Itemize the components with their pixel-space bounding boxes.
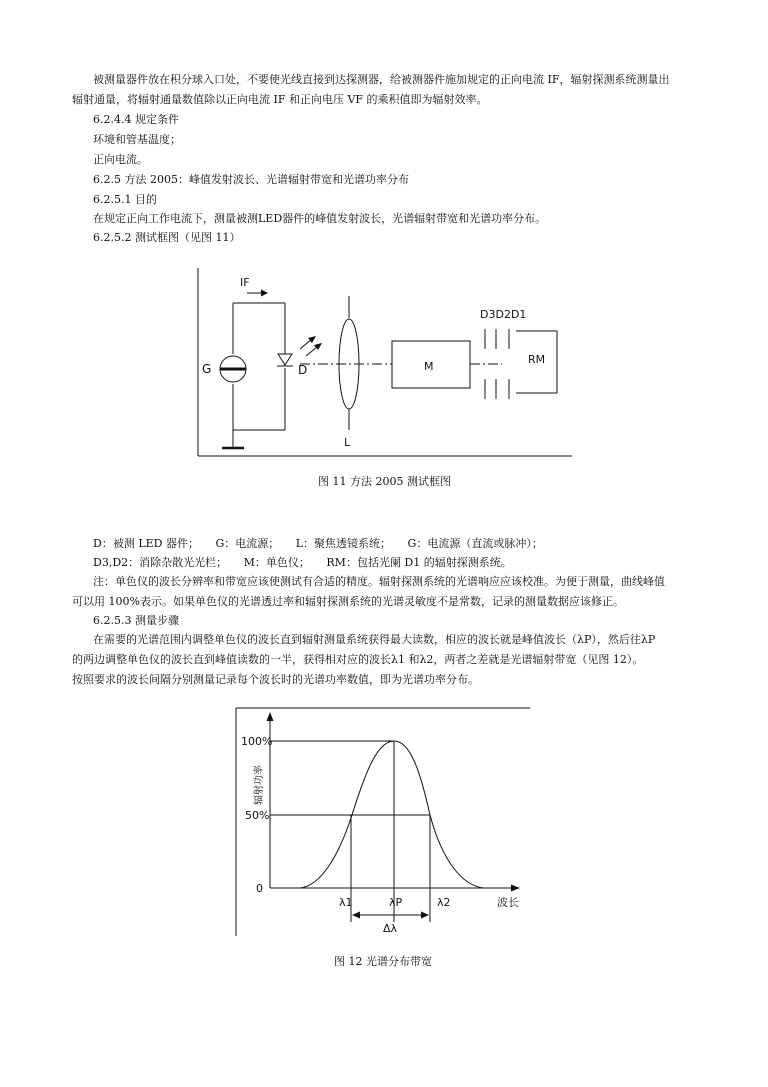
spectral-bandwidth-figure	[230, 702, 535, 940]
y-axis-label: 辐射功率	[254, 765, 265, 805]
paragraph-line: 环境和管基温度；	[93, 133, 181, 146]
lambda1-label: λ1	[339, 896, 353, 909]
if-label: IF	[240, 276, 250, 289]
paragraph-line: 在规定正向工作电流下，测量被测LED器件的峰值发射波长，光谱辐射带宽和光谱功率分布。	[93, 212, 547, 225]
y-tick-50: 50%	[245, 809, 270, 822]
legend-line: D3,D2：消除杂散光光栏； M：单色仪； RM：包括光阑 D1 的辐射探测系统。	[93, 556, 512, 569]
test-block-diagram	[195, 262, 575, 462]
l-label: L	[344, 436, 351, 449]
lambda-p-label: λP	[389, 896, 403, 909]
rm-label: RM	[528, 353, 546, 366]
paragraph-line: 在需要的光谱范围内调整单色仪的波长直到辐射测量系统获得最大读数，相应的波长就是峰值波长（λP），然后往λP	[93, 633, 656, 646]
x-axis-label: 波长	[497, 896, 519, 909]
y-tick-100: 100%	[241, 735, 273, 748]
lambda2-label: λ2	[437, 896, 451, 909]
paragraph-line: 的两边调整单色仪的波长直到峰值读数的一半，获得相对应的波长λ1 和λ2，两者之差就是光谱辐射带宽（见图 12）。	[72, 653, 644, 666]
section-heading: 6.2.5.1 目的	[93, 193, 157, 206]
section-heading: 6.2.5 方法 2005：峰值发射波长、光谱辐射带宽和光谱功率分布	[93, 173, 409, 186]
led-symbol	[278, 354, 292, 365]
section-heading: 6.2.4.4 规定条件	[93, 113, 179, 126]
section-heading: 6.2.5.3 测量步骤	[93, 614, 179, 627]
stops-label: D3D2D1	[480, 308, 527, 321]
figure-11-caption: 图 11 方法 2005 测试框图	[318, 475, 451, 488]
d-label: D	[298, 363, 308, 377]
paragraph-line: 辐射通量，将辐射通量数值除以正向电流 IF 和正向电压 VF 的乘积值即为辐射效率。	[72, 93, 488, 106]
paragraph-line: 被测量器件放在积分球入口处，不要使光线直接到达探测器，给被测器件施加规定的正向电流 IF，辐射探测系统测量出	[93, 73, 670, 86]
legend-line: D：被测 LED 器件； G：电流源； L：聚焦透镜系统； G：电流源（直流或脉冲）；	[93, 537, 543, 550]
note-line: 可以用 100%表示。如果单色仪的光谱透过率和辐射探测系统的光谱灵敏度不是常数，记录的测量数据应该修正。	[72, 595, 624, 608]
figure-12-caption: 图 12 光谱分布带宽	[334, 955, 432, 968]
delta-lambda-label: Δλ	[383, 922, 398, 935]
paragraph-line: 正向电流。	[93, 153, 148, 166]
m-label: M	[424, 360, 434, 373]
g-label: G	[202, 362, 212, 376]
paragraph-line: 按照要求的波长间隔分别测量记录每个波长时的光谱功率数值，即为光谱功率分布。	[72, 673, 479, 686]
y-tick-0: 0	[256, 882, 263, 895]
section-heading: 6.2.5.2 测试框图（见图 11）	[93, 231, 241, 244]
note-line: 注：单色仪的波长分辨率和带宽应该使测试有合适的精度。辐射探测系统的光谱响应应该校准。为便于测量，曲线峰值	[93, 575, 665, 588]
